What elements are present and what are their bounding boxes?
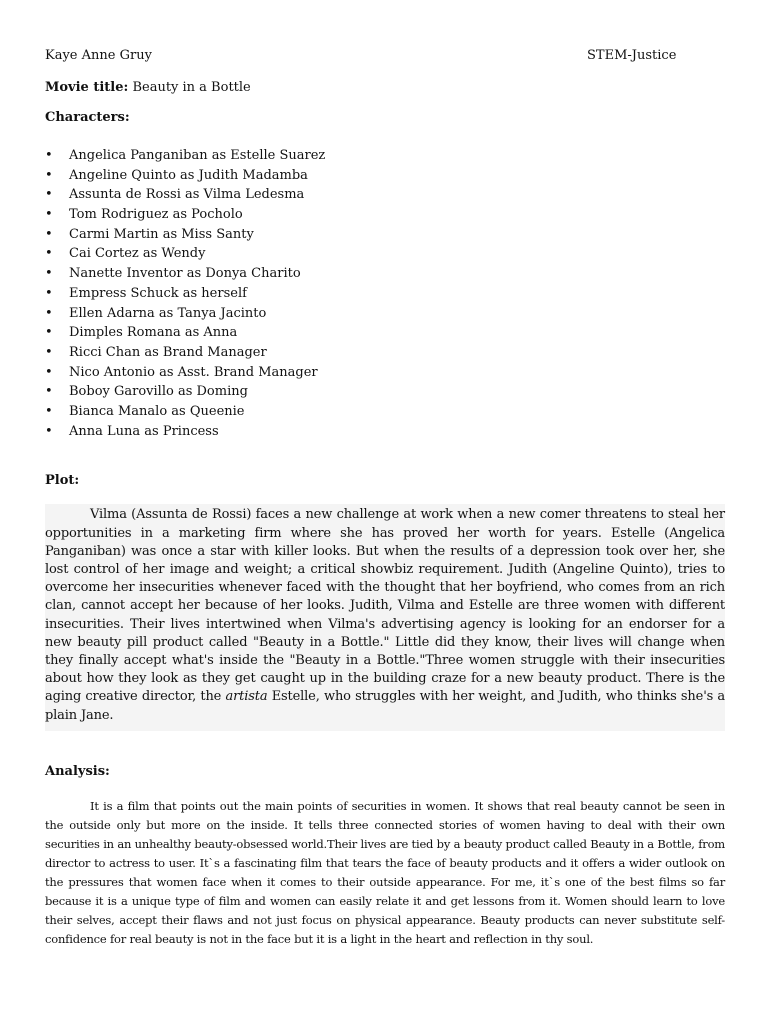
plot-heading: Plot: (45, 473, 80, 489)
bullet-icon: • (45, 305, 53, 321)
analysis-paragraph: It is a film that points out the main points of securities in women. It shows that real beauty cannot be seen in the outside only but more on the inside. It tells three connected stories of women having to deal with their own securities in an unhealthy beauty-obsessed world.Their lives are tied by a beauty product called Beauty in a Bottle, from director to actress to user. It`s a fascinating film that tears the face of beauty products and it offers a wider outlook on the pressures that women face when it comes to their outside appearance. For me, it`s one of the best films so far because it is a unique type of film and women can easily relate it and get lessons from it. Women should learn to love their selves, accept their flaws and not just focus on physical appearance. Beauty products can never substitute self-confidence for real beauty is not in the face but it is a light in the heart and reflection in thy soul. (45, 798, 725, 946)
plot-paragraph (45, 504, 725, 730)
bullet-icon: • (45, 226, 53, 242)
plot-text-part-1: Vilma (Assunta de Rossi) faces a new challenge at work when a new comer threatens to steal her opportunities in a marketing firm where she has proved her worth for years. Estelle (Angelica Panganiban) was once a star with killer looks. But when the results of a depression took over her, she lost control of her image and weight; a critical showbiz requirement. Judith (Angeline Quinto), tries to overcome her insecurities whenever faced with the thought that her boyfriend, who comes from an rich clan, cannot accept her because of her looks. Judith, Vilma and Estelle are three women with different insecurities. Their lives intertwined when Vilma's advertising agency is looking for an endorser for a new beauty pill product called "Beauty in a Bottle." Little did they know, their lives will change when they finally accept what's inside the "Beauty in a Bottle."Three women struggle with their insecurities about how they look as they get caught up in the building craze for a new beauty product. There is the aging creative director, the (45, 507, 725, 705)
document-page (45, 44, 725, 949)
bullet-icon: • (45, 148, 53, 163)
character-entry: Boboy Garovillo as Doming (69, 384, 248, 400)
bullet-icon: • (45, 207, 53, 223)
character-entry: Nico Antonio as Asst. Brand Manager (69, 364, 318, 380)
list-item (45, 323, 725, 343)
bullet-icon: • (45, 266, 53, 282)
list-item (45, 284, 725, 304)
character-entry: Tom Rodriguez as Pocholo (69, 207, 243, 223)
plot-italic-word: artista (225, 689, 268, 705)
character-entry: Empress Schuck as herself (69, 285, 247, 301)
bullet-icon: • (45, 384, 53, 400)
list-item (45, 146, 725, 166)
character-entry: Dimples Romana as Anna (69, 325, 238, 341)
bullet-icon: • (45, 285, 53, 301)
movie-title: Beauty in a Bottle (128, 80, 251, 95)
bullet-icon: • (45, 325, 53, 341)
character-entry: Ricci Chan as Brand Manager (69, 344, 267, 360)
list-item (45, 166, 725, 186)
character-entry: Assunta de Rossi as Vilma Ledesma (69, 187, 305, 203)
bullet-icon: • (45, 344, 53, 360)
bullet-icon: • (45, 364, 53, 380)
characters-heading: Characters: (45, 110, 130, 125)
character-entry: Ellen Adarna as Tanya Jacinto (69, 305, 267, 321)
character-entry: Cai Cortez as Wendy (69, 246, 206, 262)
movie-title-label: Movie title: (45, 80, 129, 95)
list-item (45, 185, 725, 205)
list-item (45, 402, 725, 422)
section-name: STEM-Justice (587, 48, 677, 63)
character-entry: Nanette Inventor as Donya Charito (69, 266, 301, 282)
character-entry: Carmi Martin as Miss Santy (69, 226, 254, 242)
movie-title-line (45, 80, 725, 95)
bullet-icon: • (45, 187, 53, 203)
bullet-icon: • (45, 423, 53, 439)
list-item (45, 422, 725, 442)
character-entry: Angelica Panganiban as Estelle Suarez (69, 148, 326, 163)
list-item (45, 264, 725, 284)
analysis-heading: Analysis: (45, 763, 110, 779)
document-header (45, 44, 725, 68)
list-item (45, 205, 725, 225)
list-item (45, 343, 725, 363)
list-item (45, 304, 725, 324)
plot-text-part-2: Estelle, who struggles with her weight, and Judith, who thinks she's a plain Jane. (45, 689, 725, 723)
list-item (45, 244, 725, 264)
bullet-icon: • (45, 246, 53, 262)
list-item (45, 382, 725, 402)
bullet-icon: • (45, 403, 53, 419)
list-item (45, 363, 725, 383)
character-entry: Anna Luna as Princess (69, 423, 219, 439)
list-item (45, 225, 725, 245)
author-name: Kaye Anne Gruy (45, 48, 152, 63)
character-entry: Angeline Quinto as Judith Madamba (69, 167, 308, 183)
character-entry: Bianca Manalo as Queenie (69, 403, 245, 419)
characters-list (45, 146, 725, 441)
bullet-icon: • (45, 167, 53, 183)
